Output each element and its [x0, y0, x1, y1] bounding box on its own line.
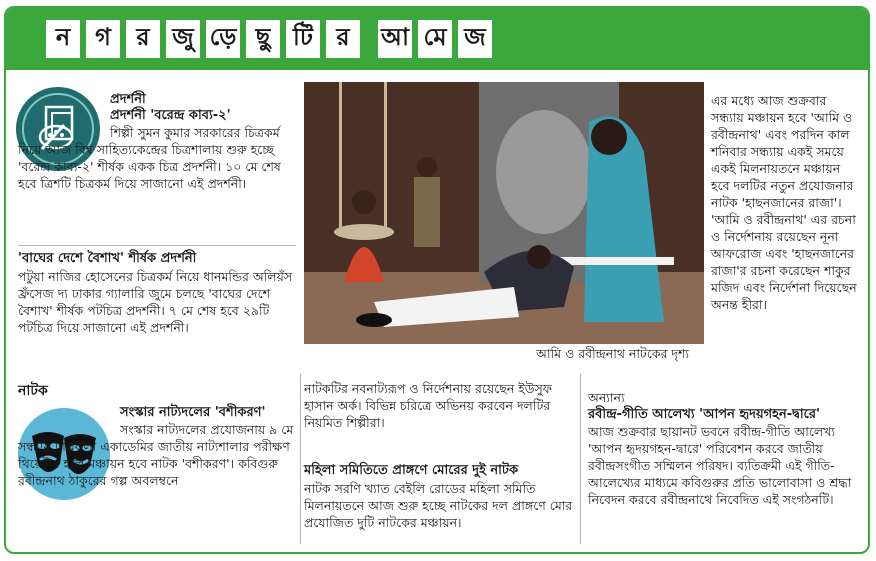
header-letter: টি: [286, 20, 320, 58]
exhibition-item2-title: 'বাঘের দেশে বৈশাখ' শীর্ষক প্রদর্শনী: [18, 251, 197, 266]
exhibition-item1-body: শিল্পী সুমন কুমার সরকারের চিত্রকর্ম নিয়ে আজ বিশ্ব সাহিত্যকেন্দ্রের চিত্রশালায় শুরু হচ্ছে 'বরেন্দ্র কাব্য-২' শীর্ষক একক চিত্র প্রদর্শনী। ১০ মে শেষ হবে ত্রিশটি চিত্রকর্ম দিয়ে সাজানো এই প্রদর্শনী।: [18, 125, 281, 191]
exhibition-item2-body: পটুয়া নাজির হোসেনের চিত্রকর্ম নিয়ে ধানমন্ডির অলিয়ঁস ফ্রঁসেজ দ্য ঢাকার গ্যালারি জুমে চলছে 'বাঘের দেশে বৈশাখ' শীর্ষক পটচিত্র প্রদর্শনী। ৭ মে শেষ হবে ২৯টি পটচিত্র দিয়ে সাজানো এই প্রদর্শনী।: [18, 269, 293, 335]
other-title: রবীন্দ্র-গীতি আলেখ্য 'আপন হৃদয়গহন-দ্বারে': [588, 407, 820, 422]
header-letter: গ: [86, 20, 120, 58]
theatre-section-title: নাটক: [18, 383, 48, 399]
column-divider-2: [580, 374, 581, 544]
play-scene-photo: [304, 82, 704, 344]
theatre-item1-title: সংস্কার নাট্যদলের 'বশীকরণ': [120, 405, 266, 420]
header-letter: ছু: [246, 20, 280, 58]
header-title: [46, 20, 492, 58]
column-divider: [300, 374, 301, 544]
theatre-item2-body: নাটক সরণি খ্যাত বেইলি রোডের মহিলা সমিতি মিলনায়তনে আজ শুরু হচ্ছে নাটকের দল প্রাঙ্গণে মোর প্রযোজিত দুটি নাটকের মঞ্চায়ন।: [304, 481, 573, 530]
divider: [18, 245, 296, 246]
header-letter: জ: [458, 20, 492, 58]
header-letter: জু: [166, 20, 200, 58]
exhibition-item1-title: প্রদর্শনী 'বরেন্দ্র কাব্য-২': [110, 108, 231, 123]
right-column-body: এর মধ্যে আজ শুক্রবার সন্ধ্যায় মঞ্চায়ন হবে 'আমি ও রবীন্দ্রনাথ' এবং পরদিন কাল শনিবার সন্ধ্যায় একই সময়ে একই মিলনায়তনে মঞ্চায়ন হবে দলটির নতুন প্রযোজনার নাটক 'হাছনজানের রাজা'। 'আমি ও রবীন্দ্রনাথ' এর রচনা ও নির্দেশনায় রয়েছেন নূনা আফরোজ এবং 'হাছনজানের রাজা'র রচনা করেছেন শাকুর মজিদ এবং নির্দেশনা দিয়েছেন অনন্ত হীরা।: [711, 93, 857, 312]
header-letter: র: [126, 20, 160, 58]
header-letter: ড়ে: [206, 20, 240, 58]
header-letter: র: [326, 20, 360, 58]
theatre-item2-title: মহিলা সমিতিতে প্রাঙ্গণে মোরের দুই নাটক: [304, 463, 519, 478]
theatre-item1-body: সংস্কার নাট্যদলের প্রযোজনায় ৯ মে সন্ধ্যায় শিল্পকলা একাডেমির জাতীয় নাট্যশালার পরীক্ষণ থিয়েটার হলে মঞ্চায়ন হবে নাটক 'বশীকরণ'। কবিগুরু রবীন্দ্রনাথ ঠাকুরের গল্প অবলম্বনে: [18, 422, 294, 488]
exhibition-section-title: প্রদর্শনী: [110, 92, 146, 107]
header-letter: মে: [418, 20, 452, 58]
photo-caption: আমি ও রবীন্দ্রনাথ নাটকের দৃশ্য: [536, 346, 690, 361]
header-letter: ন: [46, 20, 80, 58]
header-bar: [6, 8, 868, 70]
header-letter: আ: [378, 20, 412, 58]
other-section-title: অন্যান্য: [588, 390, 625, 405]
other-body: আজ শুক্রবার ছায়ানট ভবনে রবীন্দ্র-গীতি আলেখ্য 'আপন হৃদয়গহন-দ্বারে' পরিবেশন করবে জাতীয় রবীন্দ্রসংগীত সম্মিলন পরিষদ। ব্যতিক্রমী এই গীতি-আলেখ্যের মাধ্যমে কবিগুরুর প্রতি ভালোবাসা ও শ্রদ্ধা নিবেদন করবে রবীন্দ্রনাথে নিবেদিত এই সংগঠনটি।: [588, 424, 852, 507]
theatre-item1-continuation: নাটকটির নবনাট্যরূপ ও নির্দেশনায় রয়েছেন ইউসুফ হাসান অর্ক। বিভিন্ন চরিত্রে অভিনয় করবেন দলটির নিয়মিত শিল্পীরা।: [304, 381, 552, 430]
